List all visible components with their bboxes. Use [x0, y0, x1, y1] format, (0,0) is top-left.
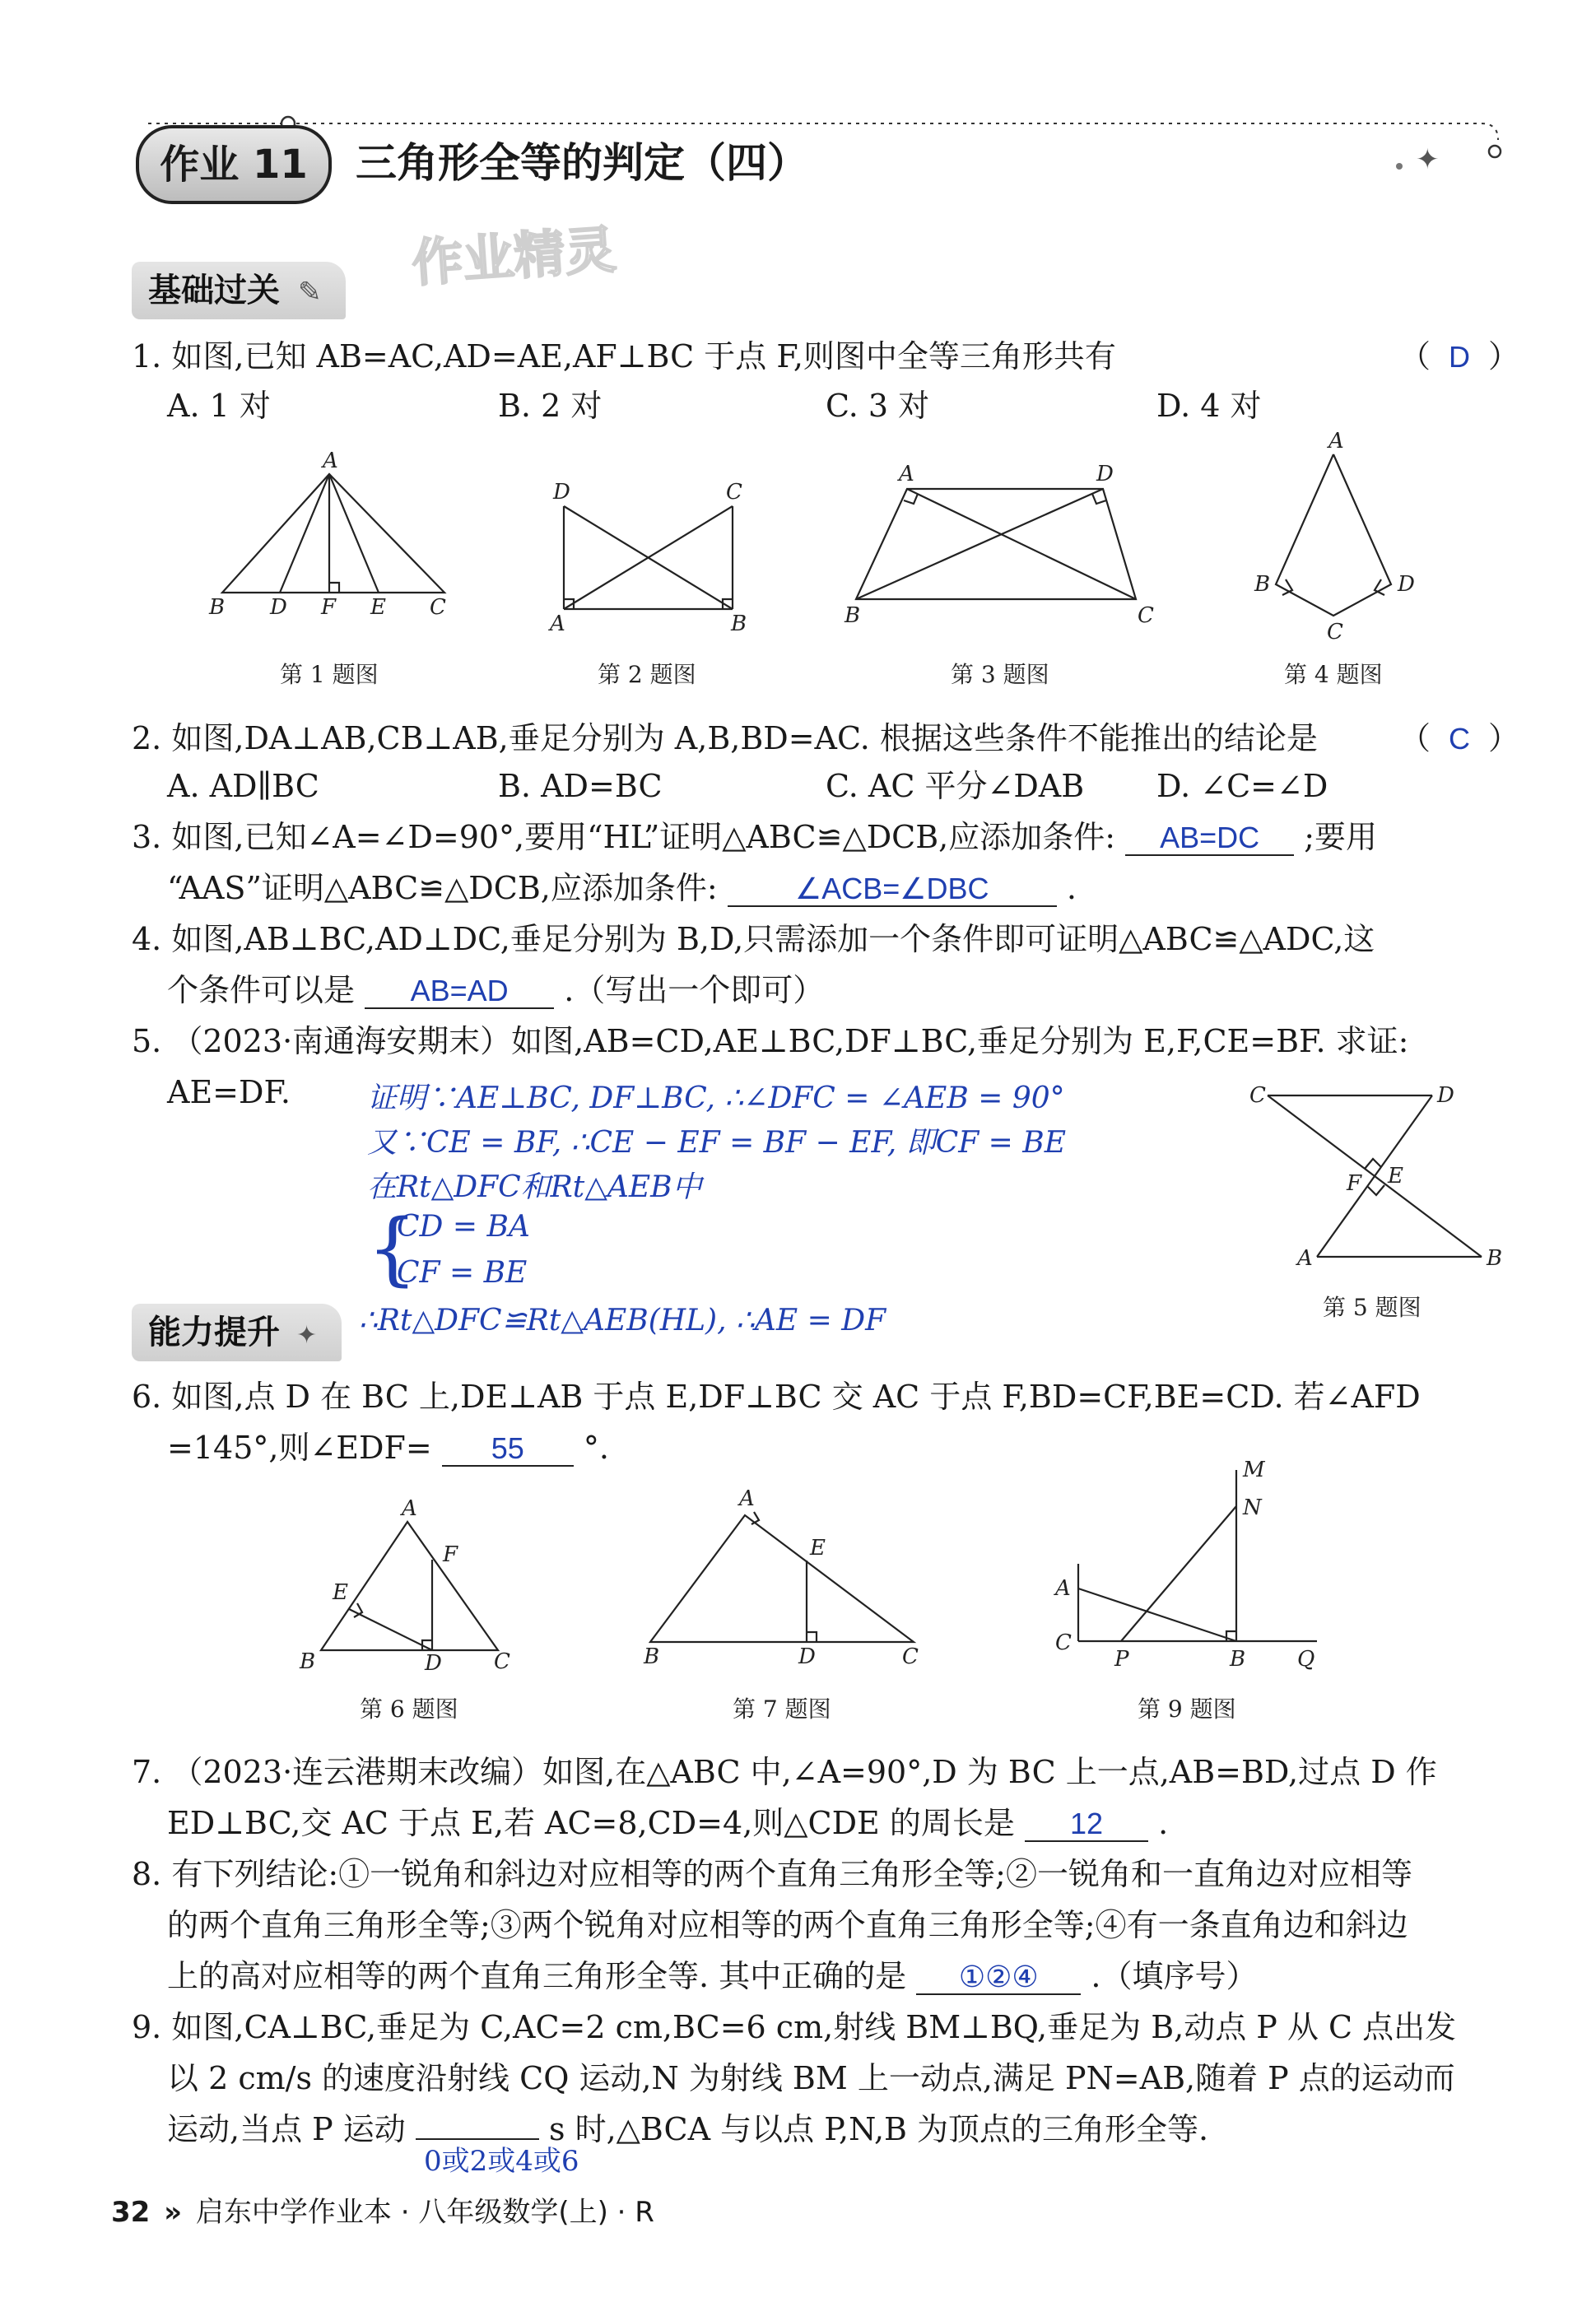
q5-number: 5.	[132, 1023, 162, 1059]
q8-answer: ①②④	[916, 1961, 1081, 1995]
figure-7	[642, 1486, 938, 1675]
section-basic	[132, 262, 346, 319]
q3-answer1: AB=DC	[1125, 821, 1294, 856]
sparkle-icon: ✦	[1416, 143, 1440, 176]
fig5-label-d: D	[1437, 1083, 1454, 1108]
fig5-label-a: A	[1297, 1246, 1313, 1271]
fig5-label-f: F	[1347, 1171, 1362, 1196]
q1-option-b: B. 2 对	[498, 388, 603, 424]
caption-fig2: 第 2 题图	[598, 661, 696, 688]
fig4-label-d: D	[1398, 572, 1415, 597]
fig5-label-b: B	[1487, 1246, 1503, 1271]
section-advanced	[132, 1304, 342, 1361]
fig2-label-c: C	[726, 480, 742, 505]
fig6-label-d: D	[425, 1651, 442, 1676]
q3-line1: 如图,已知∠A=∠D=90°,要用“HL”证明△ABC≌△DCB,应添加条件:	[171, 819, 1116, 855]
q5-proof-line5: CF = BE	[397, 1256, 528, 1290]
question-6	[132, 1371, 1421, 1422]
q5-line2: AE=DF.	[167, 1074, 291, 1110]
fig3-label-b: B	[845, 603, 861, 628]
q8-line2: 的两个直角三角形全等;③两个锐角对应相等的两个直角三角形全等;④有一条直角边和斜边	[167, 1907, 1408, 1943]
caption-fig6: 第 6 题图	[360, 1695, 458, 1723]
section-advanced-label: 能力提升	[148, 1314, 280, 1351]
fig9-label-m: M	[1243, 1458, 1265, 1482]
fig3-label-d: D	[1096, 462, 1114, 486]
q1-option-d: D. 4 对	[1156, 388, 1262, 424]
q9-number: 9.	[132, 2009, 162, 2045]
section-basic-label: 基础过关	[148, 272, 280, 309]
q2-option-c: C. AC 平分∠DAB	[826, 768, 1085, 804]
q3-number: 3.	[132, 819, 162, 855]
q7-line2: ED⊥BC,交 AC 于点 E,若 AC=8,CD=4,则△CDE 的周长是 12 .	[167, 1805, 1169, 1841]
assignment-badge-text: 作业 11	[160, 142, 308, 188]
q9-line1: 如图,CA⊥BC,垂足为 C,AC=2 cm,BC=6 cm,射线 BM⊥BQ,垂足为 B,动点 P 从 C 点出发	[171, 2009, 1457, 2045]
q5-proof-line2: 又∵CE = BF, ∴CE − EF = BF − EF, 即CF = BE	[367, 1126, 1067, 1160]
fig2-label-a: A	[550, 612, 565, 636]
q5-line1: （2023·南通海安期末）如图,AB=CD,AE⊥BC,DF⊥BC,垂足分别为 E,F,CE=BF. 求证:	[171, 1023, 1409, 1059]
footer-arrows: »	[164, 2196, 183, 2229]
fig3-label-c: C	[1138, 603, 1154, 628]
fig5-label-c: C	[1249, 1083, 1266, 1108]
caption-fig1: 第 1 题图	[280, 661, 379, 688]
fig7-label-b: B	[644, 1644, 660, 1669]
question-4	[132, 914, 1375, 965]
q2-answer: C	[1449, 722, 1471, 756]
q7-number: 7.	[132, 1754, 162, 1790]
q1-text: 如图,已知 AB=AC,AD=AE,AF⊥BC 于点 F,则图中全等三角形共有	[171, 338, 1116, 374]
fig1-label-c: C	[430, 595, 446, 620]
pencil-icon: ✎	[297, 276, 322, 309]
fig7-label-a: A	[739, 1486, 755, 1511]
q1-number: 1.	[132, 338, 162, 374]
question-1	[132, 331, 1116, 382]
fig4-label-b: B	[1254, 572, 1271, 597]
q9-line3: 运动,当点 P 运动 s 时,△BCA 与以点 P,N,B 为顶点的三角形全等.	[167, 2111, 1209, 2147]
fig2-label-b: B	[731, 612, 747, 636]
q1-answer-paren: （ D ）	[1399, 331, 1519, 383]
caption-fig4: 第 4 题图	[1284, 661, 1383, 688]
question-7	[132, 1747, 1437, 1798]
fig9-label-n: N	[1243, 1495, 1262, 1520]
q2-answer-paren: （ C ）	[1399, 713, 1519, 765]
figure-9	[1045, 1457, 1342, 1679]
q5-proof-brace: {	[367, 1202, 418, 1295]
fig4-label-a: A	[1328, 429, 1344, 454]
q7-answer: 12	[1025, 1807, 1148, 1842]
fig9-label-a: A	[1055, 1576, 1071, 1601]
header-decoration	[132, 107, 1498, 214]
caption-fig9: 第 9 题图	[1138, 1695, 1236, 1723]
q2-option-a: A. AD∥BC	[167, 768, 319, 804]
q4-line1: 如图,AB⊥BC,AD⊥DC,垂足分别为 B,D,只需添加一个条件即可证明△ABC≌△ADC,这	[171, 921, 1375, 957]
fig3-label-a: A	[899, 462, 914, 486]
fig5-label-e: E	[1388, 1164, 1403, 1188]
q5-proof-line1: 证明∵AE⊥BC, DF⊥BC, ∴∠DFC = ∠AEB = 90°	[367, 1081, 1065, 1115]
q2-text: 如图,DA⊥AB,CB⊥AB,垂足分别为 A,B,BD=AC. 根据这些条件不能推出的结论是	[171, 720, 1318, 756]
q6-line1: 如图,点 D 在 BC 上,DE⊥AB 于点 E,DF⊥BC 交 AC 于点 F,BD=CF,BE=CD. 若∠AFD	[171, 1379, 1421, 1415]
question-2	[132, 713, 1318, 764]
fig1-label-b: B	[209, 595, 226, 620]
q8-number: 8.	[132, 1856, 162, 1892]
q1-option-a: A. 1 对	[167, 388, 271, 424]
question-8	[132, 1849, 1412, 1900]
q4-answer: AB=AD	[365, 974, 554, 1009]
fig9-label-c: C	[1055, 1630, 1072, 1655]
assignment-badge	[136, 125, 332, 204]
q9-answer: 0或2或4或6	[424, 2145, 579, 2178]
question-3	[132, 812, 1377, 863]
figure-6	[296, 1494, 527, 1675]
q5-proof-line3: 在Rt△DFC和Rt△AEB中	[367, 1170, 702, 1204]
footer	[111, 2189, 654, 2235]
figure-4	[1243, 428, 1424, 642]
q2-number: 2.	[132, 720, 162, 756]
q3-line1-end: ;要用	[1304, 819, 1378, 855]
q9-line2: 以 2 cm/s 的速度沿射线 CQ 运动,N 为射线 BM 上一动点,满足 PN=AB,随着 P 点的运动而	[167, 2060, 1455, 2096]
q4-line2: 个条件可以是 AB=AD .（写出一个即可）	[167, 972, 825, 1008]
q6-line2: =145°,则∠EDF= 55 °.	[167, 1430, 609, 1466]
fig6-label-a: A	[402, 1496, 417, 1521]
figure-1	[206, 444, 469, 634]
fig6-label-e: E	[333, 1580, 348, 1605]
figure-5	[1243, 1074, 1506, 1280]
fig4-label-c: C	[1327, 620, 1343, 644]
fig9-label-p: P	[1114, 1647, 1129, 1672]
caption-fig5: 第 5 题图	[1323, 1294, 1422, 1321]
q3-answer2: ∠ACB=∠DBC	[728, 872, 1057, 907]
q5-proof-line4: CD = BA	[397, 1210, 530, 1244]
q3-line2: “AAS”证明△ABC≌△DCB,应添加条件: ∠ACB=∠DBC .	[167, 870, 1077, 906]
q8-line3: 上的高对应相等的两个直角三角形全等. 其中正确的是 ①②④ .（填序号）	[167, 1958, 1258, 1994]
footer-text: 启东中学作业本 · 八年级数学(上) · R	[195, 2196, 654, 2229]
fig1-label-e: E	[370, 595, 386, 620]
q2-option-d: D. ∠C=∠D	[1156, 768, 1328, 804]
figure-2	[543, 477, 757, 634]
q1-option-c: C. 3 对	[826, 388, 930, 424]
q6-answer: 55	[442, 1432, 574, 1467]
q6-number: 6.	[132, 1379, 162, 1415]
question-5	[132, 1016, 1408, 1067]
fig7-label-d: D	[798, 1644, 816, 1669]
q2-option-b: B. AD=BC	[498, 768, 663, 804]
q8-line1: 有下列结论:①一锐角和斜边对应相等的两个直角三角形全等;②一锐角和一直角边对应相等	[171, 1856, 1412, 1892]
page-number: 32	[111, 2196, 151, 2229]
fig6-label-c: C	[494, 1649, 510, 1674]
fig1-label-d: D	[270, 595, 287, 620]
watermark: 作业精灵	[410, 219, 618, 294]
fig9-label-q: Q	[1297, 1647, 1315, 1672]
fig1-label-a: A	[323, 449, 338, 473]
question-9	[132, 2002, 1456, 2053]
fig6-label-b: B	[300, 1649, 316, 1674]
fig9-label-b: B	[1230, 1647, 1246, 1672]
figure-3	[840, 458, 1169, 630]
sparkle-icon: ✦	[295, 1321, 318, 1350]
fig7-label-c: C	[902, 1644, 919, 1669]
fig7-label-e: E	[810, 1536, 826, 1561]
caption-fig3: 第 3 题图	[951, 661, 1049, 688]
page-title: 三角形全等的判定（四）	[356, 139, 808, 187]
caption-fig7: 第 7 题图	[733, 1695, 831, 1723]
fig2-label-d: D	[553, 480, 570, 505]
q7-line1: （2023·连云港期末改编）如图,在△ABC 中,∠A=90°,D 为 BC 上一点,AB=BD,过点 D 作	[171, 1754, 1437, 1790]
fig1-label-f: F	[321, 595, 337, 620]
q4-number: 4.	[132, 921, 162, 957]
q1-answer: D	[1449, 340, 1471, 374]
fig6-label-f: F	[443, 1542, 458, 1567]
q5-proof-line6: ∴Rt△DFC≌Rt△AEB(HL), ∴AE = DF	[359, 1304, 886, 1337]
